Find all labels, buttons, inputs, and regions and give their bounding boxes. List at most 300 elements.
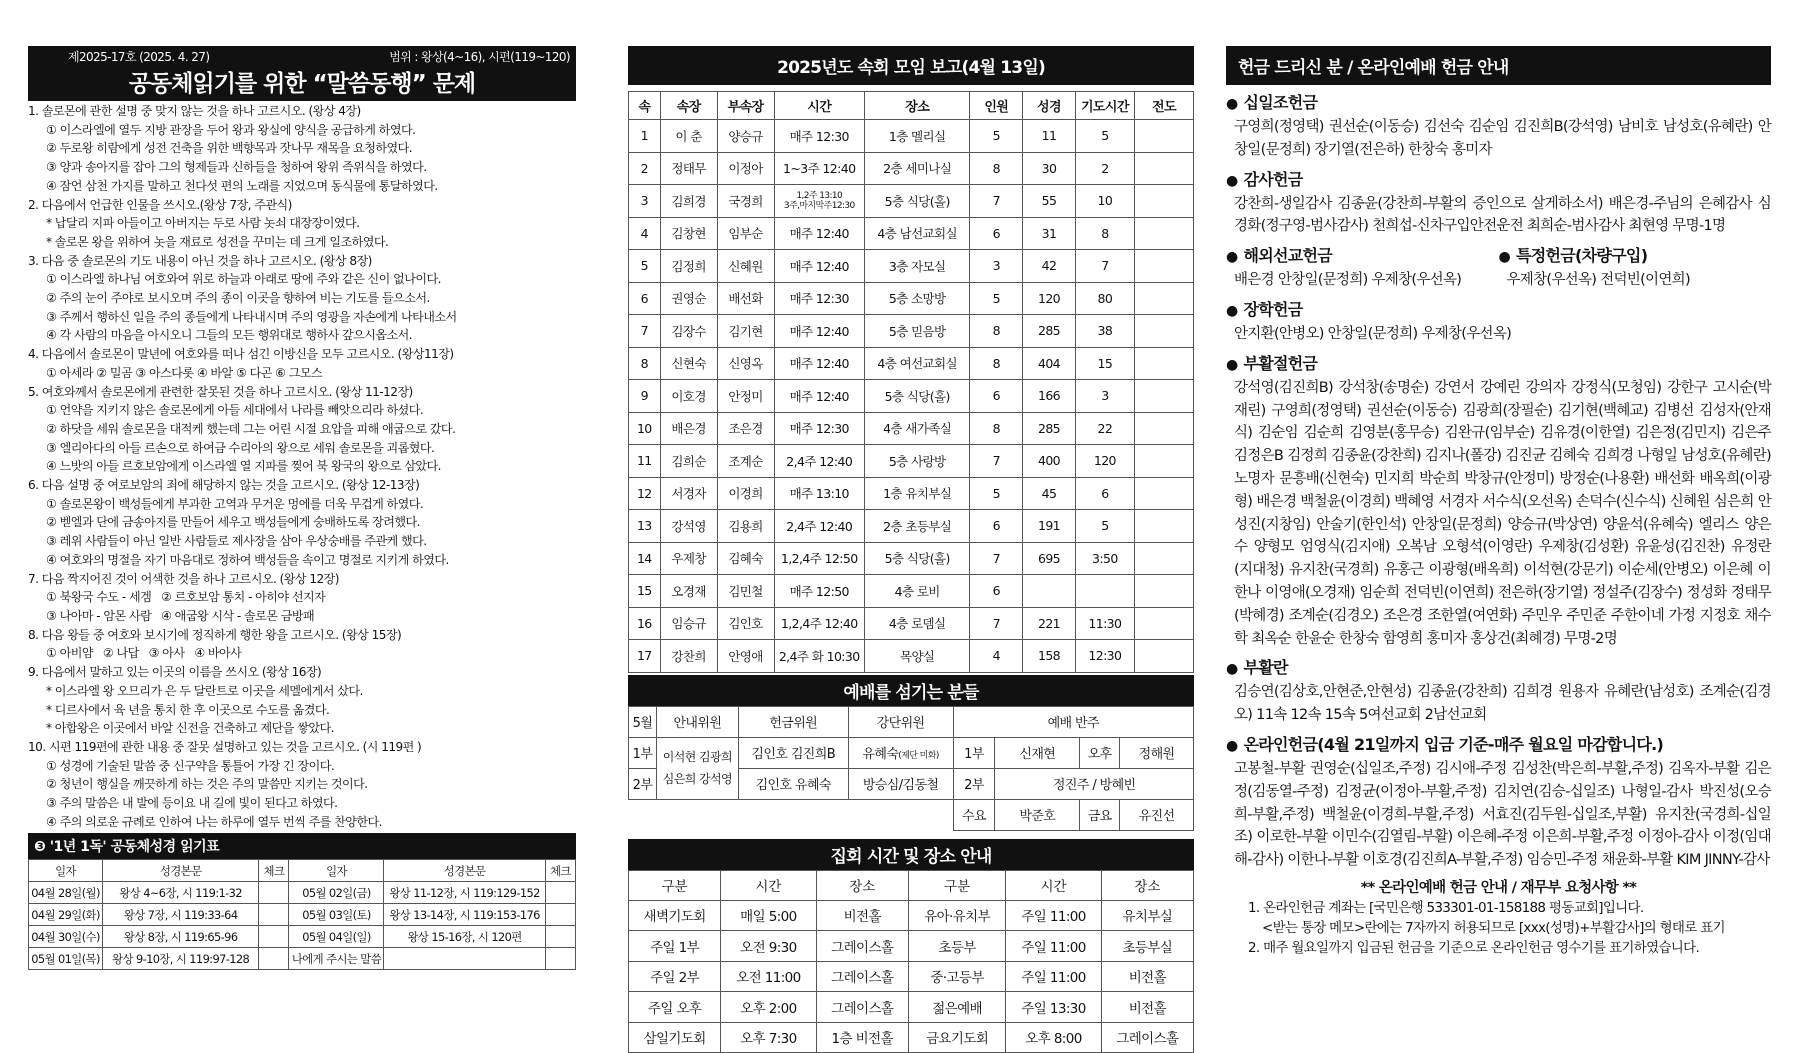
meeting-cell: 4층 새가족실 (864, 412, 969, 445)
meeting-header-cell: 장소 (864, 92, 969, 120)
meeting-cell: 6 (970, 380, 1023, 413)
meeting-cell: 80 (1075, 282, 1134, 315)
meeting-cell: 서경자 (660, 477, 717, 510)
acc-pm-label: 오후 (1080, 737, 1120, 768)
quiz-option: ① 언약을 지키지 않은 솔로몬에게 아들 세대에서 나라를 빼앗으리라 하셨다. (28, 401, 576, 420)
easter-heading: ● 부활절헌금 (1226, 352, 1771, 377)
meeting-cell: 7 (970, 445, 1023, 478)
places-cell: 주일 13:30 (1006, 992, 1101, 1023)
meeting-cell: 13 (629, 510, 661, 543)
meeting-cell: 15 (629, 575, 661, 608)
meeting-cell: 임부순 (717, 217, 774, 250)
meeting-cell: 목양실 (864, 640, 969, 673)
meeting-cell: 1,2,4주 12:40 (774, 607, 864, 640)
meeting-cell: 400 (1023, 445, 1076, 478)
guide-header: 안내위원 (656, 706, 738, 737)
meeting-cell (1134, 217, 1193, 250)
places-cell: 그레이스홀 (816, 931, 908, 962)
places-cell: 비전홀 (816, 900, 908, 931)
meeting-cell: 2층 초등부실 (864, 510, 969, 543)
places-cell: 젊은예배 (908, 992, 1005, 1023)
meeting-cell: 정태무 (660, 152, 717, 185)
meeting-cell (1134, 510, 1193, 543)
meeting-cell: 김장수 (660, 315, 717, 348)
meeting-cell: 45 (1023, 477, 1076, 510)
tithe-heading: ● 십일조헌금 (1226, 91, 1771, 116)
meeting-row (629, 477, 1194, 510)
meeting-cell: 1~3주 12:40 (774, 152, 864, 185)
accompanist-header: 예배 반주 (953, 706, 1193, 737)
meeting-cell: 매주 12:40 (774, 315, 864, 348)
quiz-option: * 이스라엘 왕 오므리가 은 두 달란트로 이곳을 세멜에게서 샀다. (28, 682, 576, 701)
egg-names: 김승연(김상호,안현준,안현성) 김종윤(강찬희) 김희경 원용자 유혜란(남성호) 조계순(김경오) 11속 12속 15속 5여선교회 2남선교회 (1226, 681, 1771, 727)
reading-cell: 왕상 7장, 시 119:33-64 (103, 904, 259, 926)
reading-cell: 왕상 11-12장, 시 119:129-152 (384, 882, 545, 904)
meeting-cell: 191 (1023, 510, 1076, 543)
meeting-cell: 8 (1075, 217, 1134, 250)
meeting-cell: 11 (1023, 120, 1076, 153)
meeting-cell: 8 (970, 315, 1023, 348)
meeting-cell: 120 (1075, 445, 1134, 478)
meeting-row (629, 640, 1194, 673)
places-cell: 삼일기도회 (629, 1022, 721, 1053)
meeting-cell: 국경희 (717, 185, 774, 218)
meeting-cell: 30 (1023, 152, 1076, 185)
reading-header-cell: 일자 (289, 860, 384, 882)
meeting-cell: 4층 남선교회실 (864, 217, 969, 250)
meeting-cell: 3 (1075, 380, 1134, 413)
meeting-cell: 안영애 (717, 640, 774, 673)
meeting-row (629, 282, 1194, 315)
places-header-cell: 구분 (908, 870, 1005, 900)
meeting-header-cell: 성경 (1023, 92, 1076, 120)
issue-number: 제2025-17호 (2025. 4. 27) (68, 48, 209, 65)
reading-cell: 05월 02일(금) (289, 882, 384, 904)
offering-2: 김인호 유혜숙 (738, 768, 848, 799)
reading-range: 범위 : 왕상(4~16), 시편(119~120) (389, 48, 570, 65)
reading-cell: 왕상 9-10장, 시 119:97-128 (103, 948, 259, 970)
places-cell: 초등부 (908, 931, 1005, 962)
places-header-cell: 시간 (1006, 870, 1101, 900)
meeting-cell: 안정미 (717, 380, 774, 413)
bank-line-1: 1. 온라인헌금 계좌는 [국민은행 533301-01-158188 평동교회]입니다. (1226, 898, 1771, 918)
reading-cell (545, 926, 575, 948)
meeting-cell (1134, 282, 1193, 315)
meeting-cell: 6 (970, 510, 1023, 543)
quiz-question: 3. 다음 중 솔로몬의 기도 내용이 아닌 것을 하나 고르시오. (왕상 8장) (28, 252, 576, 271)
places-cell: 오전 11:00 (721, 961, 816, 992)
meeting-cell: 4층 여선교회실 (864, 347, 969, 380)
special-names: 우제창(우선옥) 전덕빈(이연희) (1499, 269, 1772, 292)
reading-header-cell: 체크 (259, 860, 289, 882)
meeting-row (629, 575, 1194, 608)
meeting-cell: 매주 12:30 (774, 282, 864, 315)
meeting-cell: 3:50 (1075, 542, 1134, 575)
meeting-cell: 김희순 (660, 445, 717, 478)
reading-cell (259, 926, 289, 948)
meeting-cell: 권영순 (660, 282, 717, 315)
meeting-cell: 김민철 (717, 575, 774, 608)
quiz-option: ④ 느밧의 아들 르호보암에게 이스라엘 열 지파를 찢어 북 왕국의 왕으로 삼았다. (28, 457, 576, 476)
meeting-cell: 김창현 (660, 217, 717, 250)
meeting-cell (1134, 380, 1193, 413)
places-cell: 비전홀 (1101, 961, 1193, 992)
places-cell: 그레이스홀 (816, 961, 908, 992)
meeting-cell: 매주 12:40 (774, 250, 864, 283)
egg-heading: ● 부활란 (1226, 656, 1771, 681)
meeting-cell: 7 (629, 315, 661, 348)
altar-2: 방승심/김동철 (848, 768, 953, 799)
meeting-row (629, 542, 1194, 575)
quiz-option: ① 이스라엘 하나님 여호와여 위로 하늘과 아래로 땅에 주와 같은 신이 없나이다. (28, 270, 576, 289)
service-1: 1부 (629, 737, 657, 768)
places-table (628, 870, 1194, 1053)
reading-cell (545, 882, 575, 904)
meeting-cell (1134, 185, 1193, 218)
reading-header-cell: 체크 (545, 860, 575, 882)
places-title: 집회 시간 및 장소 안내 (628, 839, 1194, 870)
meeting-cell: 8 (629, 347, 661, 380)
quiz-option: * 디르사에서 육 년을 통치 한 후 이곳으로 수도를 옮겼다. (28, 701, 576, 720)
meeting-row (629, 152, 1194, 185)
meeting-cell: 2 (1075, 152, 1134, 185)
meeting-cell: 6 (970, 575, 1023, 608)
reading-schedule-table (28, 859, 576, 970)
mission-heading: ● 해외선교헌금 (1226, 244, 1499, 269)
quiz-option: ① 아세라 ② 밀곰 ③ 아스다롯 ④ 바알 ⑤ 다곤 ⑥ 그모스 (28, 364, 576, 383)
meeting-cell: 11:30 (1075, 607, 1134, 640)
meeting-cell: 이 춘 (660, 120, 717, 153)
meeting-row (629, 510, 1194, 543)
places-cell: 주일 1부 (629, 931, 721, 962)
meeting-cell: 5 (970, 477, 1023, 510)
quiz-option: ① 북왕국 수도 - 세겜 ② 르호보암 통치 - 아히야 선지자 (28, 588, 576, 607)
quiz-option: ③ 양과 송아지를 잡아 그의 형제들과 신하들을 청하여 왕위 즉위식을 하였다. (28, 158, 576, 177)
places-cell: 비전홀 (1101, 992, 1193, 1023)
meeting-cell (1134, 575, 1193, 608)
offering-header: 헌금위원 (738, 706, 848, 737)
meeting-cell (1134, 120, 1193, 153)
reading-cell (545, 904, 575, 926)
reading-cell: 04월 30일(수) (29, 926, 103, 948)
reading-row (29, 882, 576, 904)
bank-title: ** 온라인예배 헌금 안내 / 재무부 요청사항 ** (1226, 878, 1771, 898)
reading-cell (259, 882, 289, 904)
meeting-cell (1134, 347, 1193, 380)
places-cell: 유아·유치부 (908, 900, 1005, 931)
quiz-question: 10. 시편 119편에 관한 내용 중 잘못 설명하고 있는 것을 고르시오. (시 119편 ) (28, 738, 576, 757)
meeting-cell (1134, 445, 1193, 478)
quiz-option: ④ 여호와의 명절을 자기 마음대로 정하여 백성들을 속이고 명절로 지키게 하였다. (28, 551, 576, 570)
meeting-cell (1134, 152, 1193, 185)
places-header-cell: 장소 (816, 870, 908, 900)
meeting-cell: 매주 13:10 (774, 477, 864, 510)
places-header-cell: 시간 (721, 870, 816, 900)
meeting-header-cell: 속 (629, 92, 661, 120)
meeting-cell: 이경희 (717, 477, 774, 510)
donors-title: 헌금 드리신 분 / 온라인예배 헌금 안내 (1226, 46, 1771, 85)
places-row (629, 931, 1194, 962)
meeting-cell: 695 (1023, 542, 1076, 575)
meeting-cell: 6 (1075, 477, 1134, 510)
meeting-cell (1023, 575, 1076, 608)
service-2: 2부 (629, 768, 657, 799)
places-cell: 초등부실 (1101, 931, 1193, 962)
meeting-row (629, 347, 1194, 380)
meeting-cell (1134, 640, 1193, 673)
meeting-cell: 1,2주 13:10 3주,마지막주12:30 (774, 185, 864, 218)
meeting-row (629, 315, 1194, 348)
meeting-cell: 임승규 (660, 607, 717, 640)
meeting-cell: 31 (1023, 217, 1076, 250)
meeting-cell: 김혜숙 (717, 542, 774, 575)
places-cell: 그레이스홀 (816, 992, 908, 1023)
quiz-question: 7. 다음 짝지어진 것이 어색한 것을 하나 고르시오. (왕상 12장) (28, 570, 576, 589)
meeting-cell: 신영옥 (717, 347, 774, 380)
quiz-option: ① 아비얌 ② 나답 ③ 아사 ④ 바아사 (28, 644, 576, 663)
reading-cell: 왕상 15-16장, 시 120편 (384, 926, 545, 948)
meeting-cell (1134, 542, 1193, 575)
meeting-cell: 2,4주 12:40 (774, 510, 864, 543)
quiz-question: 1. 솔로몬에 관한 설명 중 맞지 않는 것을 하나 고르시오. (왕상 4장) (28, 102, 576, 121)
meeting-cell: 강찬희 (660, 640, 717, 673)
meeting-cell: 55 (1023, 185, 1076, 218)
meeting-cell: 2,4주 12:40 (774, 445, 864, 478)
meeting-cell: 8 (970, 412, 1023, 445)
quiz-option: * 솔로몬 왕을 위하여 놋을 재료로 성전을 꾸미는 데 크게 일조하였다. (28, 233, 576, 252)
quiz-option: ① 솔로몬왕이 백성들에게 부과한 고역과 무거운 멍에를 더욱 무겁게 하였다. (28, 495, 576, 514)
reading-cell (545, 948, 575, 970)
meeting-cell: 강석영 (660, 510, 717, 543)
places-cell: 주일 오후 (629, 992, 721, 1023)
reading-cell: 05월 03일(토) (289, 904, 384, 926)
bank-line-2: <받는 통장 메모>란에는 7자까지 허용되므로 [xxx(성명)+부활감사]의 형태로 표기 (1226, 918, 1771, 938)
acc-fri-label: 금요 (1080, 799, 1120, 830)
acc-2-label: 2부 (953, 768, 995, 799)
meeting-header-cell: 인원 (970, 92, 1023, 120)
meeting-cell: 김희경 (660, 185, 717, 218)
reading-header-cell: 성경본문 (103, 860, 259, 882)
online-names: 고봉철-부활 권영순(십일조,주정) 김시애-주정 김성찬(박은희-부활,주정) 김옥자-부활 김은정(김동열-주정) 김정균(이정아-부활,주정) 김치연(김승-십일조) 나형일-감사 박진성(오승희-부활,주정) 백철윤(이경희-부활,주정) 서효진(김두원-십일조,부활) 유지찬(국경희-십일조) 이로한-부활 이민수(김열림-부활) 이은혜-주정 이은희-부활,주정 이정아-감사 이정(임대해-감사) 이한나-부활 이호경(김진희A-부활,주정) 임승민-주정 채윤화-부활 KIM JINNY-감사 (1226, 758, 1771, 872)
reading-cell: 왕상 13-14장, 시 119:153-176 (384, 904, 545, 926)
servers-title: 예배를 섬기는 분들 (628, 675, 1194, 706)
quiz-question: 8. 다음 왕들 중 여호와 보시기에 정직하게 행한 왕을 고르시오. (왕상 15장) (28, 626, 576, 645)
meeting-header-cell: 전도 (1134, 92, 1193, 120)
quiz-question: 4. 다음에서 솔로몬이 말년에 여호와를 떠나 섬긴 이방신을 모두 고르시오. (왕상11장) (28, 345, 576, 364)
meeting-cell: 2 (629, 152, 661, 185)
guide-names: 이석현 김광희 심은희 강석영 (656, 737, 738, 799)
quiz-option: * 납달리 지파 아들이고 아버지는 두로 사람 놋쇠 대장장이였다. (28, 214, 576, 233)
altar-1-note: (제단 미화) (898, 751, 938, 761)
places-cell: 새벽기도회 (629, 900, 721, 931)
meeting-cell: 김기현 (717, 315, 774, 348)
meeting-cell: 이정아 (717, 152, 774, 185)
quiz-option: ③ 레위 사람들이 아닌 일반 사람들로 제사장을 삼아 우상숭배를 주관케 했다. (28, 532, 576, 551)
reading-cell (259, 948, 289, 970)
meeting-cell (1075, 575, 1134, 608)
quiz-option: ② 두로왕 히람에게 성전 건축을 위한 백향목과 잣나무 재목을 요청하였다. (28, 139, 576, 158)
online-bank-info (1226, 878, 1771, 958)
meeting-cell: 조은경 (717, 412, 774, 445)
meeting-cell: 14 (629, 542, 661, 575)
acc-1-name: 신재현 (995, 737, 1080, 768)
meeting-cell: 우제창 (660, 542, 717, 575)
quiz-option: ② 벧엘과 단에 금송아지를 만들어 세우고 백성들에게 숭배하도록 장려했다. (28, 513, 576, 532)
meeting-cell (1134, 607, 1193, 640)
acc-1-label: 1부 (953, 737, 995, 768)
places-cell: 1층 비전홀 (816, 1022, 908, 1053)
quiz-option: ④ 주의 의로운 규례로 인하여 나는 하루에 열두 번씩 주를 찬양한다. (28, 813, 576, 832)
reading-row (29, 904, 576, 926)
meeting-cell: 22 (1075, 412, 1134, 445)
quiz-option: ③ 주의 말씀은 내 발에 등이요 내 길에 빛이 된다고 하였다. (28, 794, 576, 813)
meeting-cell: 42 (1023, 250, 1076, 283)
meeting-cell: 15 (1075, 347, 1134, 380)
meeting-cell: 배은경 (660, 412, 717, 445)
meeting-header-cell: 부속장 (717, 92, 774, 120)
meeting-cell: 양승규 (717, 120, 774, 153)
meeting-cell: 매주 12:50 (774, 575, 864, 608)
places-cell: 주일 11:00 (1006, 900, 1101, 931)
places-cell: 주일 11:00 (1006, 961, 1101, 992)
bank-line-3: 2. 매주 월요일까지 입금된 헌금을 기준으로 온라인헌금 영수기를 표기하였습니다. (1226, 938, 1771, 958)
meeting-cell: 7 (1075, 250, 1134, 283)
meeting-cell: 17 (629, 640, 661, 673)
meeting-cell: 10 (629, 412, 661, 445)
meeting-cell: 404 (1023, 347, 1076, 380)
meeting-cell: 5층 식당(홀) (864, 185, 969, 218)
places-row (629, 900, 1194, 931)
thanks-names: 강찬희-생일감사 김종윤(강찬희-부활의 증인으로 살게하소서) 배은경-주님의 은혜감사 심경화(정구영-범사감사) 천희섭-신차구입안전운전 최희순-범사감사 최현영 무명-1명 (1226, 193, 1771, 239)
meeting-cell: 7 (970, 607, 1023, 640)
meeting-cell: 4 (629, 217, 661, 250)
places-row (629, 961, 1194, 992)
meeting-row (629, 380, 1194, 413)
meeting-cell: 10 (1075, 185, 1134, 218)
acc-2-name: 정진주 / 방혜빈 (995, 768, 1194, 799)
meeting-header-cell: 시간 (774, 92, 864, 120)
acc-fri-name: 유진선 (1120, 799, 1194, 830)
meeting-row (629, 120, 1194, 153)
meeting-cell: 6 (629, 282, 661, 315)
thanks-heading: ● 감사헌금 (1226, 168, 1771, 193)
meeting-header-cell: 속장 (660, 92, 717, 120)
quiz-option: ② 하닷을 세워 솔로몬을 대적케 했는데 그는 어린 시절 요압을 피해 애굽으로 갔다. (28, 420, 576, 439)
quiz-option: ② 주의 눈이 주야로 보시오며 주의 종이 이곳을 향하여 비는 기도를 들으소서. (28, 289, 576, 308)
quiz-question: 2. 다음에서 언급한 인물을 쓰시오.(왕상 7장, 주관식) (28, 196, 576, 215)
reading-row (29, 926, 576, 948)
easter-names: 강석영(김진희B) 강석창(송명순) 강연서 강예린 강의자 강정식(모청임) 강한구 고시순(박재린) 구영희(정영택) 권선순(이동승) 김광희(장필순) 김기현(백혜교) 김병선 김성자(안재식) 김순임 김순희 김영분(홍무승) 김완규(임부순) 김유경(이한열) 김은정(김민지) 김은주 김정은B 김정희 김종윤(강찬희) 김지나(폴강) 김진균 김혜숙 김희경 나형일 남성호(유혜란) 노명자 문흥배(신현숙) 민지희 박순희 박창규(안정미) 방정순(나용환) 배선화 배옥희(이광형) 배은경 백철윤(이경희) 백혜영 서경자 서수식(오선옥) 손덕수(신수식) 신혜원 심은희 안성진(지창임) 안술기(한인석) 안창일(문정희) 양승규(박상연) 양윤석(유혜숙) 엘리스 양은수 양형모 엄영식(김지애) 오복남 오형석(이영란) 우제창(김성환) 유윤성(김진찬) 유정란(지대청) 유지찬(국경희) 유홍근 이광형(배옥희) 이석현(강문기) 이순세(안병오) 이은혜 이한나 이영애(오경재) 임순희 전덕빈(이연희) 전은하(장기열) 정설주(김장수) 정성화 정태무(박혜경) 조계순(김경오) 조은경 조한열(여연화) 주민우 주민준 주한이네 가정 지정호 채수학 최옥순 한윤순 한창숙 함영희 홍미자 홍상건(최혜경) 무명-2명 (1226, 377, 1771, 651)
meeting-cell: 5층 식당(홀) (864, 380, 969, 413)
meeting-cell: 2,4주 화 10:30 (774, 640, 864, 673)
meeting-cell: 5층 식당(홀) (864, 542, 969, 575)
meeting-row (629, 607, 1194, 640)
places-cell: 매일 5:00 (721, 900, 816, 931)
meeting-row (629, 185, 1194, 218)
meeting-cell: 4층 로비 (864, 575, 969, 608)
reading-schedule-title: ❸ '1년 1독' 공동체성경 읽기표 (28, 833, 576, 859)
meeting-row (629, 412, 1194, 445)
places-row (629, 992, 1194, 1023)
meeting-cell: 285 (1023, 412, 1076, 445)
reading-cell: 왕상 4~6장, 시 119:1-32 (103, 882, 259, 904)
quiz-question: 6. 다음 설명 중 여로보암의 죄에 해당하지 않는 것을 고르시오. (왕상 12-13장) (28, 476, 576, 495)
acc-wed-label: 수요 (953, 799, 995, 830)
meeting-cell: 285 (1023, 315, 1076, 348)
altar-header: 강단위원 (848, 706, 953, 737)
reading-header-cell: 일자 (29, 860, 103, 882)
meeting-cell: 5층 믿음방 (864, 315, 969, 348)
servers-table (628, 706, 1194, 831)
meeting-cell (1134, 477, 1193, 510)
meeting-cell: 1,2,4주 12:50 (774, 542, 864, 575)
meeting-cell: 158 (1023, 640, 1076, 673)
meeting-cell: 5 (970, 282, 1023, 315)
quiz-option: ④ 잠언 삼천 가지를 말하고 천다섯 편의 노래를 지었으며 동식물에 통달하였다. (28, 177, 576, 196)
altar-1 (848, 737, 953, 768)
offering-column (1226, 46, 1771, 958)
reading-cell: 05월 01일(목) (29, 948, 103, 970)
meeting-cell: 166 (1023, 380, 1076, 413)
reading-cell: 나에게 주시는 말씀 (289, 948, 384, 970)
meeting-report-table (628, 91, 1194, 673)
meeting-cell: 5층 소망방 (864, 282, 969, 315)
meeting-cell: 6 (970, 217, 1023, 250)
meeting-cell: 5 (970, 120, 1023, 153)
altar-1-name: 유혜숙 (862, 747, 898, 762)
places-cell: 유치부실 (1101, 900, 1193, 931)
meeting-cell: 4층 로뎀실 (864, 607, 969, 640)
meeting-cell: 7 (970, 542, 1023, 575)
reading-cell: 왕상 8장, 시 119:65-96 (103, 926, 259, 948)
places-cell: 오후 2:00 (721, 992, 816, 1023)
meeting-row (629, 445, 1194, 478)
meeting-cell: 3 (629, 185, 661, 218)
quiz-option: ② 청년이 행실을 깨끗하게 하는 것은 주의 말씀만 지키는 것이다. (28, 775, 576, 794)
meeting-cell: 매주 12:40 (774, 380, 864, 413)
quiz-question: 5. 여호와께서 솔로몬에게 관련한 잘못된 것을 하나 고르시오. (왕상 11-12장) (28, 383, 576, 402)
meeting-cell: 16 (629, 607, 661, 640)
quiz-option: ③ 엘리아다의 아들 르손으로 하여금 수리아의 왕으로 세워 솔로몬을 괴롭혔다. (28, 439, 576, 458)
special-heading: ● 특정헌금(차량구입) (1499, 244, 1772, 269)
meeting-cell (1134, 315, 1193, 348)
meeting-cell: 1층 멜리실 (864, 120, 969, 153)
places-cell: 오후 8:00 (1006, 1022, 1101, 1053)
meeting-cell: 매주 12:40 (774, 217, 864, 250)
meeting-cell: 12 (629, 477, 661, 510)
places-cell: 중·고등부 (908, 961, 1005, 992)
places-cell: 오전 9:30 (721, 931, 816, 962)
meeting-cell: 조계순 (717, 445, 774, 478)
meeting-cell: 김정희 (660, 250, 717, 283)
places-cell: 그레이스홀 (1101, 1022, 1193, 1053)
quiz-option: ① 성경에 기술된 말씀 중 신구약을 통틀어 가장 긴 장이다. (28, 757, 576, 776)
places-row (629, 1022, 1194, 1053)
meeting-cell: 오경재 (660, 575, 717, 608)
online-heading: ● 온라인헌금(4월 21일까지 입금 기준-매주 월요일 마감합니다.) (1226, 733, 1771, 758)
reports-column (628, 46, 1194, 1053)
scholarship-names: 안지환(안병오) 안창일(문정희) 우제창(우선옥) (1226, 323, 1771, 346)
quiz-header (28, 46, 576, 101)
acc-wed-name: 박준호 (995, 799, 1080, 830)
quiz-question: 9. 다음에서 말하고 있는 이곳의 이름을 쓰시오 (왕상 16장) (28, 663, 576, 682)
offering-1: 김인호 김진희B (738, 737, 848, 768)
places-cell: 오후 7:30 (721, 1022, 816, 1053)
meeting-cell (1134, 412, 1193, 445)
meeting-cell: 7 (970, 185, 1023, 218)
meeting-cell: 12:30 (1075, 640, 1134, 673)
meeting-cell: 11 (629, 445, 661, 478)
